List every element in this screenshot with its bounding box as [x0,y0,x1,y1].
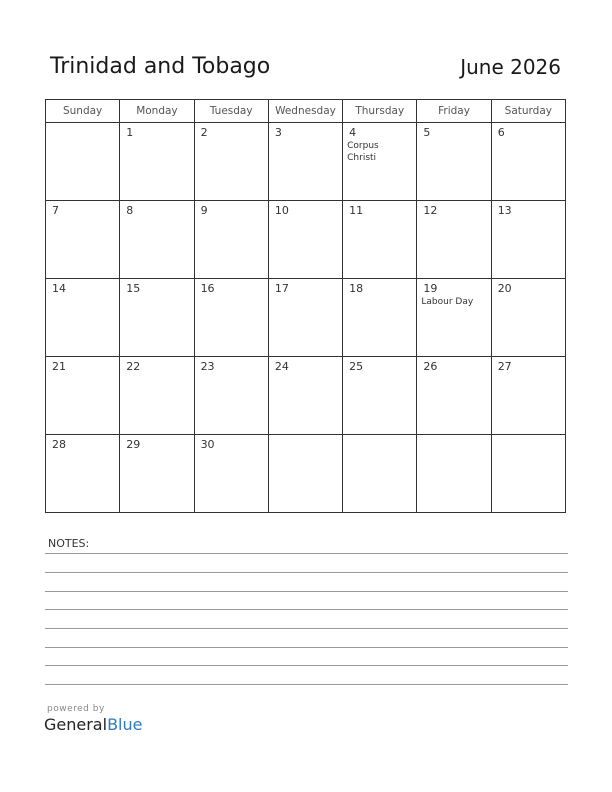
brand-name-general: General [44,715,108,734]
day-cell [491,357,565,435]
day-number: 22 [126,360,141,373]
day-cell [46,123,120,201]
day-cell [46,435,120,513]
day-cell [417,201,491,279]
day-number: 5 [423,126,431,139]
day-cell [343,357,417,435]
week-row [46,279,566,357]
day-number: 18 [349,282,364,295]
day-number: 30 [200,438,215,451]
day-number: 4 [349,126,357,139]
day-cell [46,357,120,435]
day-cell [46,279,120,357]
day-number: 17 [274,282,289,295]
page-title: Trinidad and Tobago [50,54,271,79]
day-cell [268,279,342,357]
note-line [45,647,568,648]
day-cell [491,201,565,279]
month-label: June 2026 [460,55,561,79]
week-row [46,201,566,279]
day-cell [46,201,120,279]
footer-logo [44,704,142,734]
day-cell [417,279,491,357]
day-cell [120,201,194,279]
day-cell [343,201,417,279]
day-number: 16 [200,282,215,295]
week-row [46,123,566,201]
notes-label: NOTES: [48,537,90,550]
weekday-monday: Monday [120,100,194,123]
day-number: 12 [423,204,438,217]
day-number: 8 [126,204,134,217]
brand-name-blue: Blue [107,715,143,734]
day-number: 24 [274,360,289,373]
weekday-wednesday: Wednesday [268,100,342,123]
note-line [45,684,568,685]
day-cell [417,435,491,513]
day-number: 6 [497,126,505,139]
holiday-label: Corpus Christi [347,141,379,163]
day-cell [194,201,268,279]
day-cell [343,279,417,357]
day-cell [268,357,342,435]
day-cell [120,357,194,435]
day-number: 11 [349,204,364,217]
note-line [45,572,568,573]
calendar-grid [45,99,566,513]
note-line [45,591,568,592]
day-number: 21 [52,360,66,373]
note-line [45,609,568,610]
day-number: 7 [52,204,59,217]
day-number: 28 [52,438,66,451]
day-number: 13 [497,204,512,217]
weekday-saturday: Saturday [491,100,565,123]
note-line [45,665,568,666]
day-cell [491,279,565,357]
day-number: 2 [200,126,208,139]
day-cell [120,123,194,201]
day-cell [343,435,417,513]
day-cell [120,435,194,513]
day-cell [194,357,268,435]
brand-logo [44,715,142,734]
day-number: 9 [200,204,208,217]
day-cell [194,435,268,513]
day-number: 29 [126,438,141,451]
weekday-friday: Friday [417,100,491,123]
weekday-header-row [46,100,566,123]
powered-by-text: powered by [47,704,105,714]
weekday-tuesday: Tuesday [194,100,268,123]
weekday-thursday: Thursday [343,100,417,123]
day-number: 3 [274,126,282,139]
day-number: 27 [497,360,512,373]
day-cell [417,357,491,435]
note-line [45,628,568,629]
day-number: 20 [497,282,512,295]
week-row [46,435,566,513]
day-number: 1 [126,126,134,139]
day-cell [491,435,565,513]
day-cell [194,123,268,201]
note-line [45,553,568,554]
day-cell [268,435,342,513]
day-number: 15 [126,282,141,295]
holiday-label: Labour Day [421,297,474,307]
day-number: 19 [423,282,438,295]
day-cell [194,279,268,357]
day-number: 14 [52,282,66,295]
week-row [46,357,566,435]
day-cell [491,123,565,201]
day-number: 26 [423,360,438,373]
day-cell [268,201,342,279]
weekday-sunday: Sunday [46,100,120,123]
day-cell [417,123,491,201]
day-cell [343,123,417,201]
day-cell [268,123,342,201]
day-cell [120,279,194,357]
day-number: 10 [274,204,289,217]
day-number: 25 [349,360,364,373]
day-number: 23 [200,360,215,373]
